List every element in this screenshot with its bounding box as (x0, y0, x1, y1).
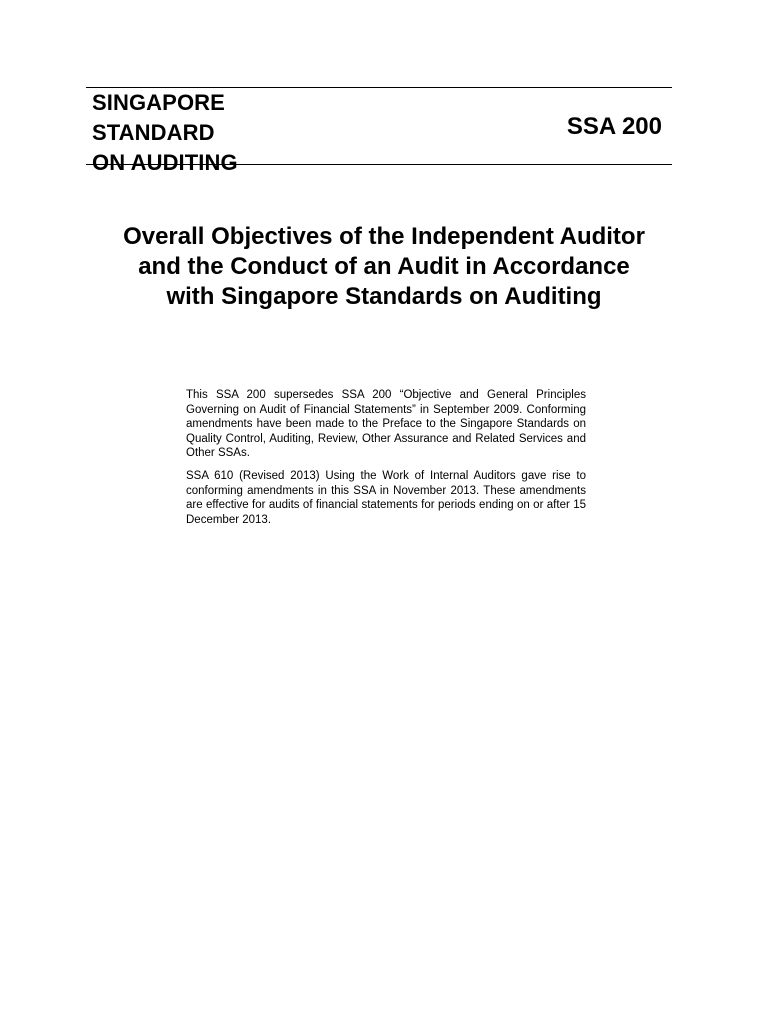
document-title (86, 222, 682, 312)
series-line-3: ON AUDITING (92, 150, 238, 175)
standard-code: SSA 200 (566, 113, 662, 140)
title-line-2: and the Conduct of an Audit in Accordance (138, 253, 630, 280)
title-line-1: Overall Objectives of the Independent Auditor (123, 223, 645, 250)
header-bottom-rule (86, 164, 672, 165)
series-line-1: SINGAPORE (92, 90, 225, 115)
title-line-3: with Singapore Standards on Auditing (166, 283, 602, 310)
supersession-notes (186, 388, 586, 535)
series-line-2: STANDARD (92, 120, 215, 145)
note-paragraph-2: SSA 610 (Revised 2013) Using the Work of Internal Auditors gave rise to conforming amendments in this SSA in November 2013. These amendments are effective for audits of financial statements for periods ending on or after 15 December 2013. (186, 469, 586, 526)
note-paragraph-1: This SSA 200 supersedes SSA 200 “Objective and General Principles Governing on Audit of Financial Statements” in September 2009. Conforming amendments have been made to the Preface to the Singapore Standards on Quality Control, Auditing, Review, Other Assurance and Related Services and Other SSAs. (186, 389, 586, 460)
